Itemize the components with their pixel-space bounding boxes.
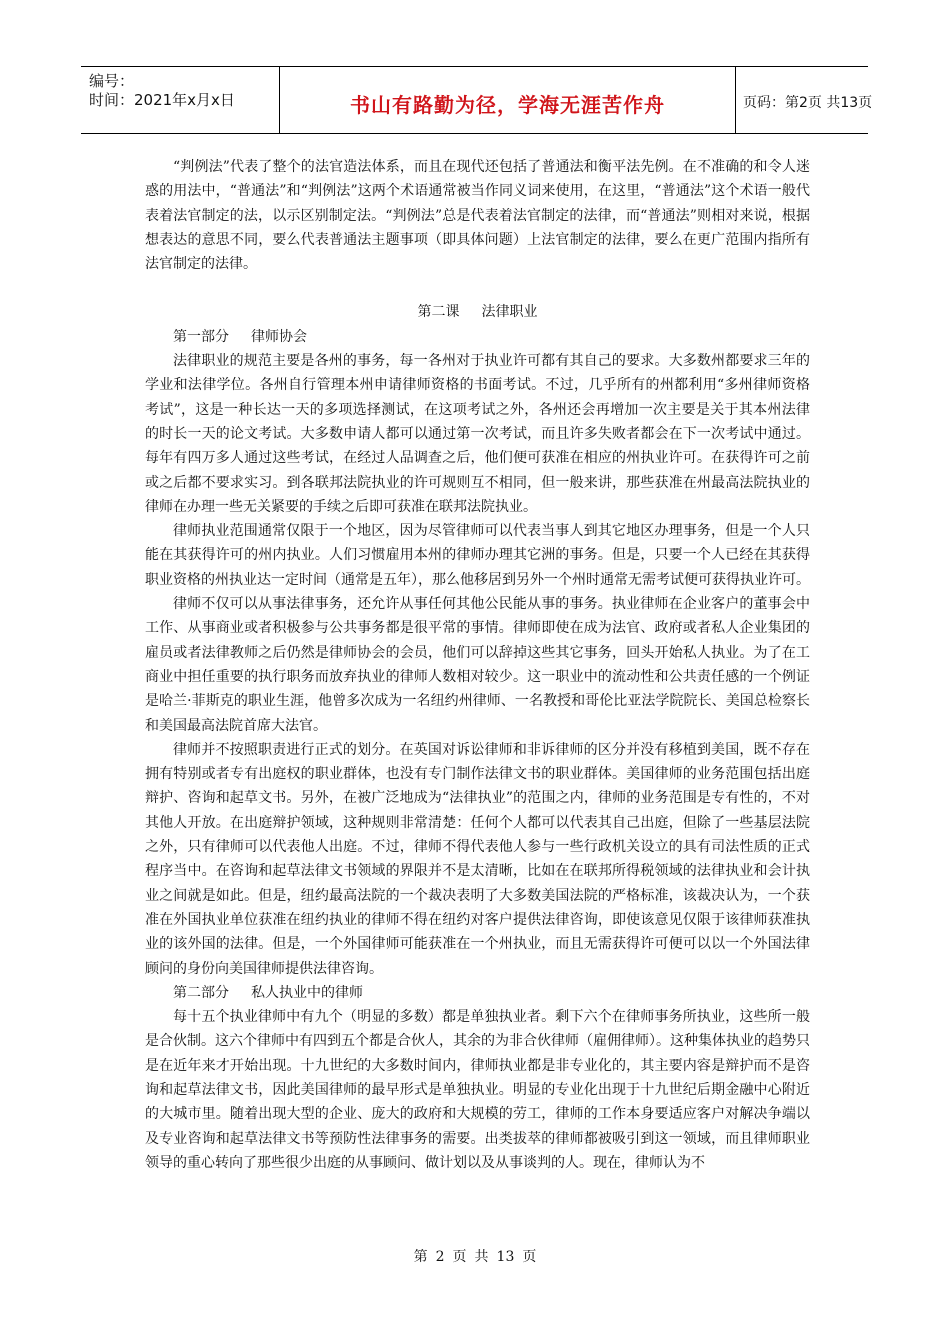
document-number-label: 编号：: [89, 72, 135, 90]
document-body: [145, 155, 810, 1175]
part2-number: 第二部分: [173, 984, 229, 1001]
lesson-name: 法律职业: [481, 304, 538, 321]
footer-page-num: 2: [435, 1249, 445, 1265]
footer-total-word: 共: [474, 1249, 489, 1265]
footer-page-unit: 页: [452, 1249, 467, 1265]
header-motto: 书山有路勤为径，学海无涯苦作舟: [279, 67, 736, 133]
lesson-number: 第二课: [417, 304, 460, 321]
header-page-info: 页码：第2页 共13页: [743, 95, 873, 111]
paragraph: 律师并不按照职责进行正式的划分。在英国对诉讼律师和非诉律师的区分并没有移植到美国，既不存在拥有特别或者专有出庭权的职业群体，也没有专门制作法律文书的职业群体。美国律师的业务范围包括出庭辩护、咨询和起草文书。另外，在被广泛地成为“法律执业”的范围之内，律师的业务范围是专有性的，不对其他人开放。在出庭辩护领域，这种规则非常清楚：任何个人都可以代表其自己出庭，但除了一些基层法院之外，只有律师可以代表他人出庭。不过，律师不得代表他人参与一些行政机关设立的具有司法性质的正式程序当中。在咨询和起草法律文书领域的界限并不是太清晰，比如在在联邦所得税领域的法律执业和会计执业之间就是如此。但是，纽约最高法院的一个裁决表明了大多数美国法院的严格标准，该裁决认为，一个获准在外国执业单位获准在纽约执业的律师不得在纽约对客户提供法律咨询，即使该意见仅限于该律师获准执业的该外国的法律。但是，一个外国律师可能获准在一个州执业，而且无需获得许可便可以以一个外国法律顾问的身份向美国律师提供法律咨询。: [145, 741, 810, 977]
part1-name: 律师协会: [251, 328, 307, 345]
footer-total-num: 13: [496, 1249, 515, 1265]
paragraph: 律师执业范围通常仅限于一个地区，因为尽管律师可以代表当事人到其它地区办理事务，但是一个人只能在其获得许可的州内执业。人们习惯雇用本州的律师办理其它洲的事务。但是，只要一个人已经在其获得职业资格的州执业达一定时间（通常是五年），那么他移居到另外一个州时通常无需考试便可获得执业许可。: [145, 523, 810, 588]
part1-title: [145, 325, 810, 349]
part1-number: 第一部分: [173, 328, 229, 345]
paragraph: 律师不仅可以从事法律事务，还允许从事任何其他公民能从事的事务。执业律师在企业客户的董事会中工作、从事商业或者积极参与公共事务都是很平常的事情。律师即使在成为法官、政府或者私人企业集团的雇员或者法律教师之后仍然是律师协会的会员，他们可以辞掉这些其它事务，回头开始私人执业。为了在工商业中担任重要的执行职务而放弃执业的律师人数相对较少。这一职业中的流动性和公共责任感的一个例证是哈兰·菲斯克的职业生涯，他曾多次成为一名纽约州律师、一名教授和哥伦比亚法学院院长、美国总检察长和美国最高法院首席大法官。: [145, 596, 810, 734]
paragraph: 法律职业的规范主要是各州的事务，每一各州对于执业许可都有其自己的要求。大多数州都要求三年的学业和法律学位。各州自行管理本州申请律师资格的书面考试。不过，几乎所有的州都利用“多州律师资格考试”，这是一种长达一天的多项选择测试，在这项考试之外，各州还会再增加一次主要是关于其本州法律的时长一天的论文考试。大多数申请人都可以通过第一次考试，而且许多失败者都会在下一次考试中通过。每年有四万多人通过这些考试，在经过人品调查之后，他们便可获准在相应的州执业许可。在获得许可之前或之后都不要求实习。到各联邦法院执业的许可规则互不相同，但一般来讲，那些获准在州最高法院执业的律师在办理一些无关紧要的手续之后即可获准在联邦法院执业。: [145, 353, 810, 515]
intro-paragraph: “判例法”代表了整个的法官造法体系，而且在现代还包括了普通法和衡平法先例。在不准确的和令人迷惑的用法中，“普通法”和“判例法”这两个术语通常被当作同义词来使用，在这里，“普通法”这个术语一般代表着法官制定的法，以示区别制定法。“判例法”总是代表着法官制定的法律，而“普通法”则相对来说，根据想表达的意思不同，要么代表普通法主题事项（即具体问题）上法官制定的法律，要么在更广范围内指所有法官制定的法律。: [145, 159, 810, 273]
footer-total-unit: 页: [522, 1249, 537, 1265]
header-meta: [89, 67, 282, 133]
page-header: [81, 66, 873, 134]
part2-name: 私人执业中的律师: [251, 984, 363, 1001]
footer-page-word: 第: [413, 1249, 428, 1265]
part2-title: [145, 981, 810, 1005]
document-date: 时间：2021年x月x日: [89, 91, 235, 109]
paragraph: 每十五个执业律师中有九个（明显的多数）都是单独执业者。剩下六个在律师事务所执业，这些所一般是合伙制。这六个律师中有四到五个都是合伙人，其余的为非合伙律师（雇佣律师）。这种集体执业的趋势只是在近年来才开始出现。十九世纪的大多数时间内，律师执业都是非专业化的，其主要内容是辩护而不是咨询和起草法律文书，因此美国律师的最早形式是单独执业。明显的专业化出现于十九世纪后期金融中心附近的大城市里。随着出现大型的企业、庞大的政府和大规模的劳工，律师的工作本身要适应客户对解决争端以及专业咨询和起草法律文书等预防性法律事务的需要。出类拔萃的律师都被吸引到这一领域，而且律师职业领导的重心转向了那些很少出庭的从事顾问、做计划以及从事谈判的人。现在，律师认为不: [145, 1009, 810, 1171]
page-footer: [0, 1246, 950, 1266]
lesson-title: [145, 300, 810, 324]
